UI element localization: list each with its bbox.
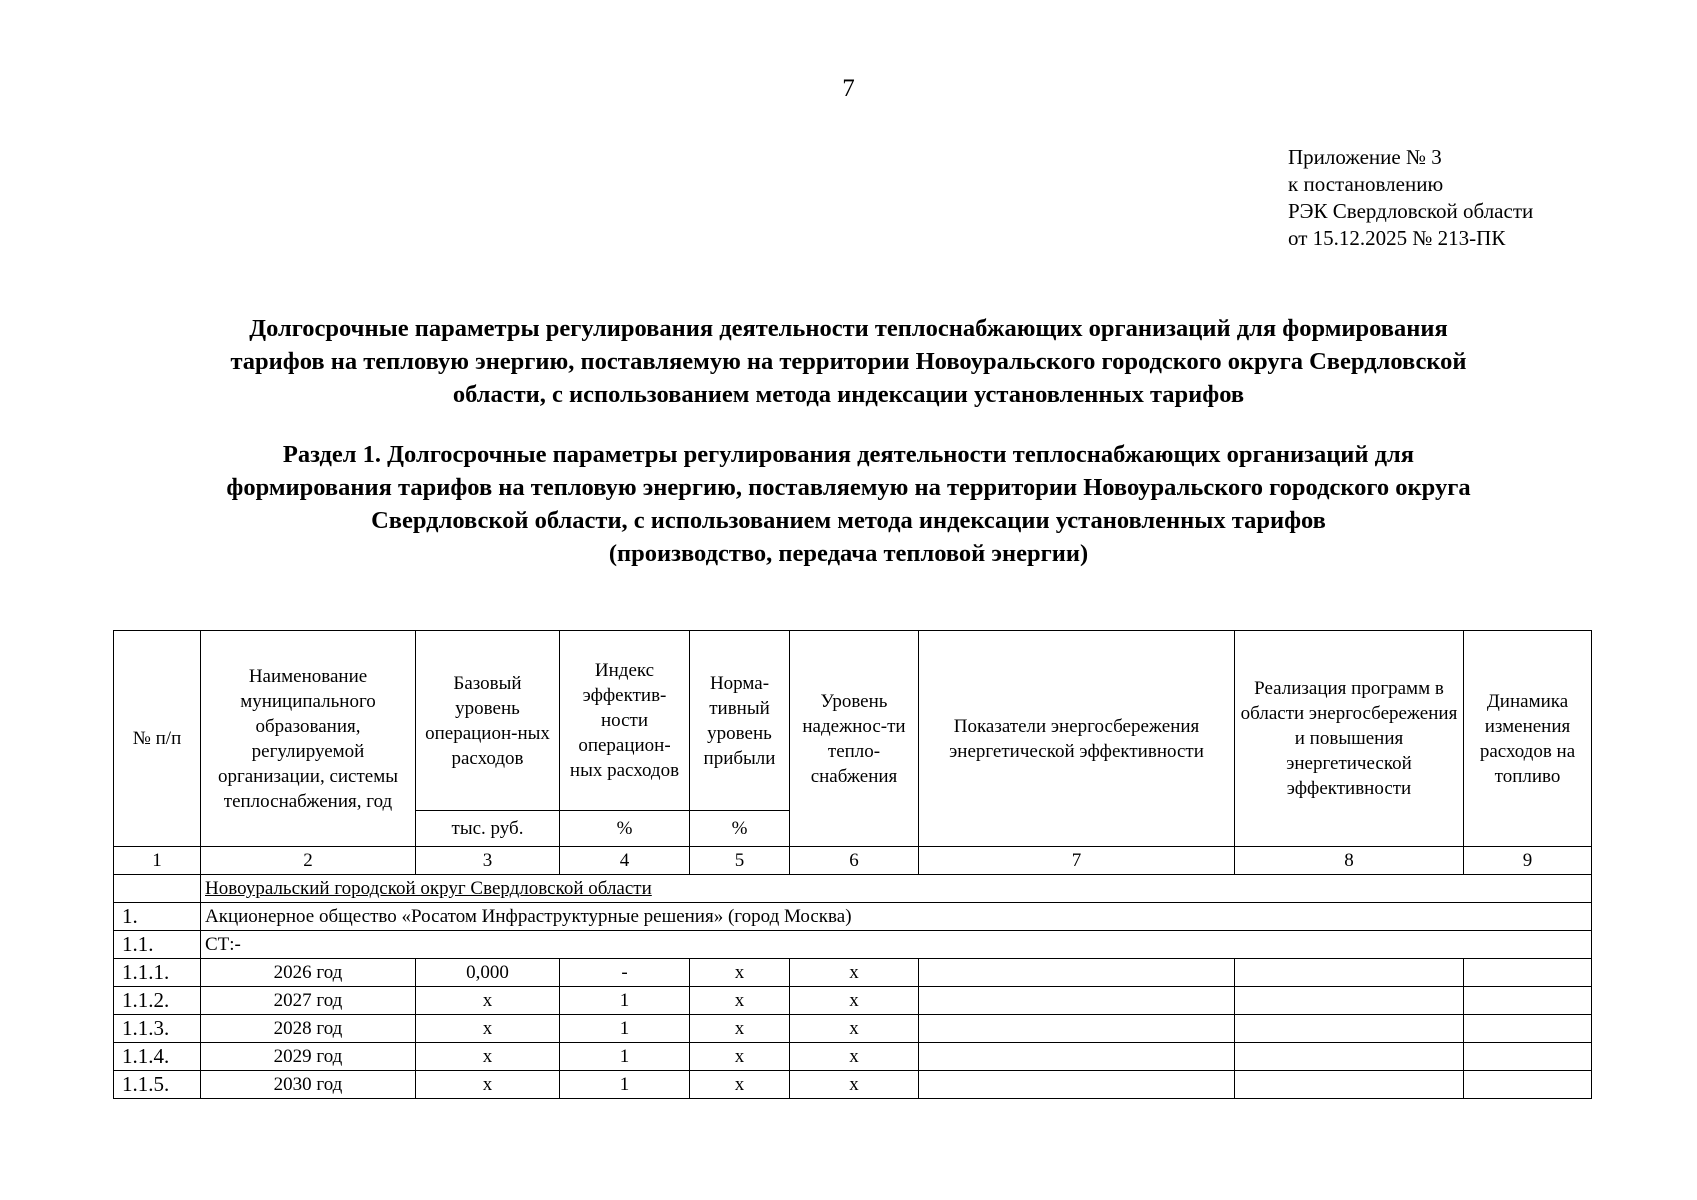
empty-cell <box>1464 1043 1592 1071</box>
empty-cell <box>1464 1071 1592 1099</box>
row-year: 2026 год <box>201 959 416 987</box>
header-base-opex: Базовый уровень операцион-ных расходов <box>416 631 560 811</box>
row-normative-profit: x <box>690 1043 790 1071</box>
column-number: 7 <box>919 847 1235 875</box>
row-reliability: x <box>790 1071 919 1099</box>
row-efficiency-index: 1 <box>560 987 690 1015</box>
row-year: 2027 год <box>201 987 416 1015</box>
header-name: Наименование муниципального образования, регулируемой организации, системы теплоснабжения, год <box>201 631 416 847</box>
row-normative-profit: x <box>690 987 790 1015</box>
column-number: 1 <box>114 847 201 875</box>
empty-cell <box>919 1043 1235 1071</box>
header-efficiency-index: Индекс эффектив-ности операцион-ных расходов <box>560 631 690 811</box>
row-efficiency-index: - <box>560 959 690 987</box>
empty-cell <box>1235 959 1464 987</box>
header-normative-profit: Норма-тивный уровень прибыли <box>690 631 790 811</box>
section-line: Раздел 1. Долгосрочные параметры регулирования деятельности теплоснабжающих организаций для <box>282 441 1415 468</box>
page-number: 7 <box>842 75 855 102</box>
row-efficiency-index: 1 <box>560 1071 690 1099</box>
annex-line: к постановлению <box>1288 172 1444 196</box>
empty-cell <box>919 959 1235 987</box>
system-name: СТ:- <box>201 931 1592 959</box>
row-base-opex: x <box>416 1071 560 1099</box>
unit-base-opex: тыс. руб. <box>416 811 560 847</box>
header-programs: Реализация программ в области энергосбережения и повышения энергетической эффективности <box>1235 631 1464 847</box>
column-number: 2 <box>201 847 416 875</box>
section-title <box>100 438 1597 570</box>
row-number: 1.1.5. <box>114 1071 201 1099</box>
parameters-table <box>113 630 1592 1099</box>
row-reliability: x <box>790 1015 919 1043</box>
empty-cell <box>114 875 201 903</box>
header-reliability: Уровень надежнос-ти тепло-снабжения <box>790 631 919 847</box>
row-number: 1.1.4. <box>114 1043 201 1071</box>
row-base-opex: 0,000 <box>416 959 560 987</box>
column-number: 3 <box>416 847 560 875</box>
empty-cell <box>1464 987 1592 1015</box>
row-year: 2030 год <box>201 1071 416 1099</box>
row-base-opex: x <box>416 1015 560 1043</box>
row-number: 1.1.3. <box>114 1015 201 1043</box>
header-energy-saving: Показатели энергосбережения энергетической эффективности <box>919 631 1235 847</box>
empty-cell <box>1235 1043 1464 1071</box>
row-efficiency-index: 1 <box>560 1015 690 1043</box>
section-line: Свердловской области, с использованием метода индексации установленных тарифов <box>371 507 1326 534</box>
organization-name: Акционерное общество «Росатом Инфраструктурные решения» (город Москва) <box>201 903 1592 931</box>
empty-cell <box>919 1071 1235 1099</box>
column-number: 9 <box>1464 847 1592 875</box>
annex-line: Приложение № 3 <box>1288 145 1442 169</box>
row-base-opex: x <box>416 987 560 1015</box>
row-base-opex: x <box>416 1043 560 1071</box>
row-reliability: x <box>790 959 919 987</box>
row-efficiency-index: 1 <box>560 1043 690 1071</box>
empty-cell <box>1464 1015 1592 1043</box>
empty-cell <box>1235 987 1464 1015</box>
header-fuel-dynamics: Динамика изменения расходов на топливо <box>1464 631 1592 847</box>
annex-block <box>1288 144 1533 252</box>
column-number: 8 <box>1235 847 1464 875</box>
row-number: 1.1. <box>114 931 201 959</box>
empty-cell <box>1464 959 1592 987</box>
section-line: формирования тарифов на тепловую энергию, поставляемую на территории Новоуральского городского округа <box>226 474 1471 501</box>
section-line: (производство, передача тепловой энергии) <box>608 540 1089 567</box>
row-normative-profit: x <box>690 1071 790 1099</box>
row-number: 1. <box>114 903 201 931</box>
row-number: 1.1.1. <box>114 959 201 987</box>
table-row <box>114 1015 1592 1043</box>
organization-row <box>114 903 1592 931</box>
column-numbers-row <box>114 847 1592 875</box>
row-normative-profit: x <box>690 959 790 987</box>
unit-normative-profit: % <box>690 811 790 847</box>
row-normative-profit: x <box>690 1015 790 1043</box>
row-year: 2029 год <box>201 1043 416 1071</box>
document-title <box>100 312 1597 411</box>
table-row <box>114 1071 1592 1099</box>
table-row <box>114 1043 1592 1071</box>
empty-cell <box>1235 1015 1464 1043</box>
row-number: 1.1.2. <box>114 987 201 1015</box>
header-num: № п/п <box>114 631 201 847</box>
unit-efficiency-index: % <box>560 811 690 847</box>
row-reliability: x <box>790 1043 919 1071</box>
table-row <box>114 987 1592 1015</box>
column-number: 5 <box>690 847 790 875</box>
column-number: 4 <box>560 847 690 875</box>
empty-cell <box>919 1015 1235 1043</box>
row-year: 2028 год <box>201 1015 416 1043</box>
title-line: Долгосрочные параметры регулирования деятельности теплоснабжающих организаций для формирования <box>249 315 1448 342</box>
empty-cell <box>919 987 1235 1015</box>
region-row <box>114 875 1592 903</box>
empty-cell <box>1235 1071 1464 1099</box>
annex-line: РЭК Свердловской области <box>1288 199 1534 223</box>
title-line: тарифов на тепловую энергию, поставляемую на территории Новоуральского городского округа Свердловской <box>230 348 1467 375</box>
table-row <box>114 959 1592 987</box>
region-name: Новоуральский городской округ Свердловской области <box>201 875 1592 903</box>
title-line: области, с использованием метода индексации установленных тарифов <box>452 381 1245 408</box>
column-number: 6 <box>790 847 919 875</box>
system-row <box>114 931 1592 959</box>
row-reliability: x <box>790 987 919 1015</box>
annex-line: от 15.12.2025 № 213-ПК <box>1288 226 1506 250</box>
